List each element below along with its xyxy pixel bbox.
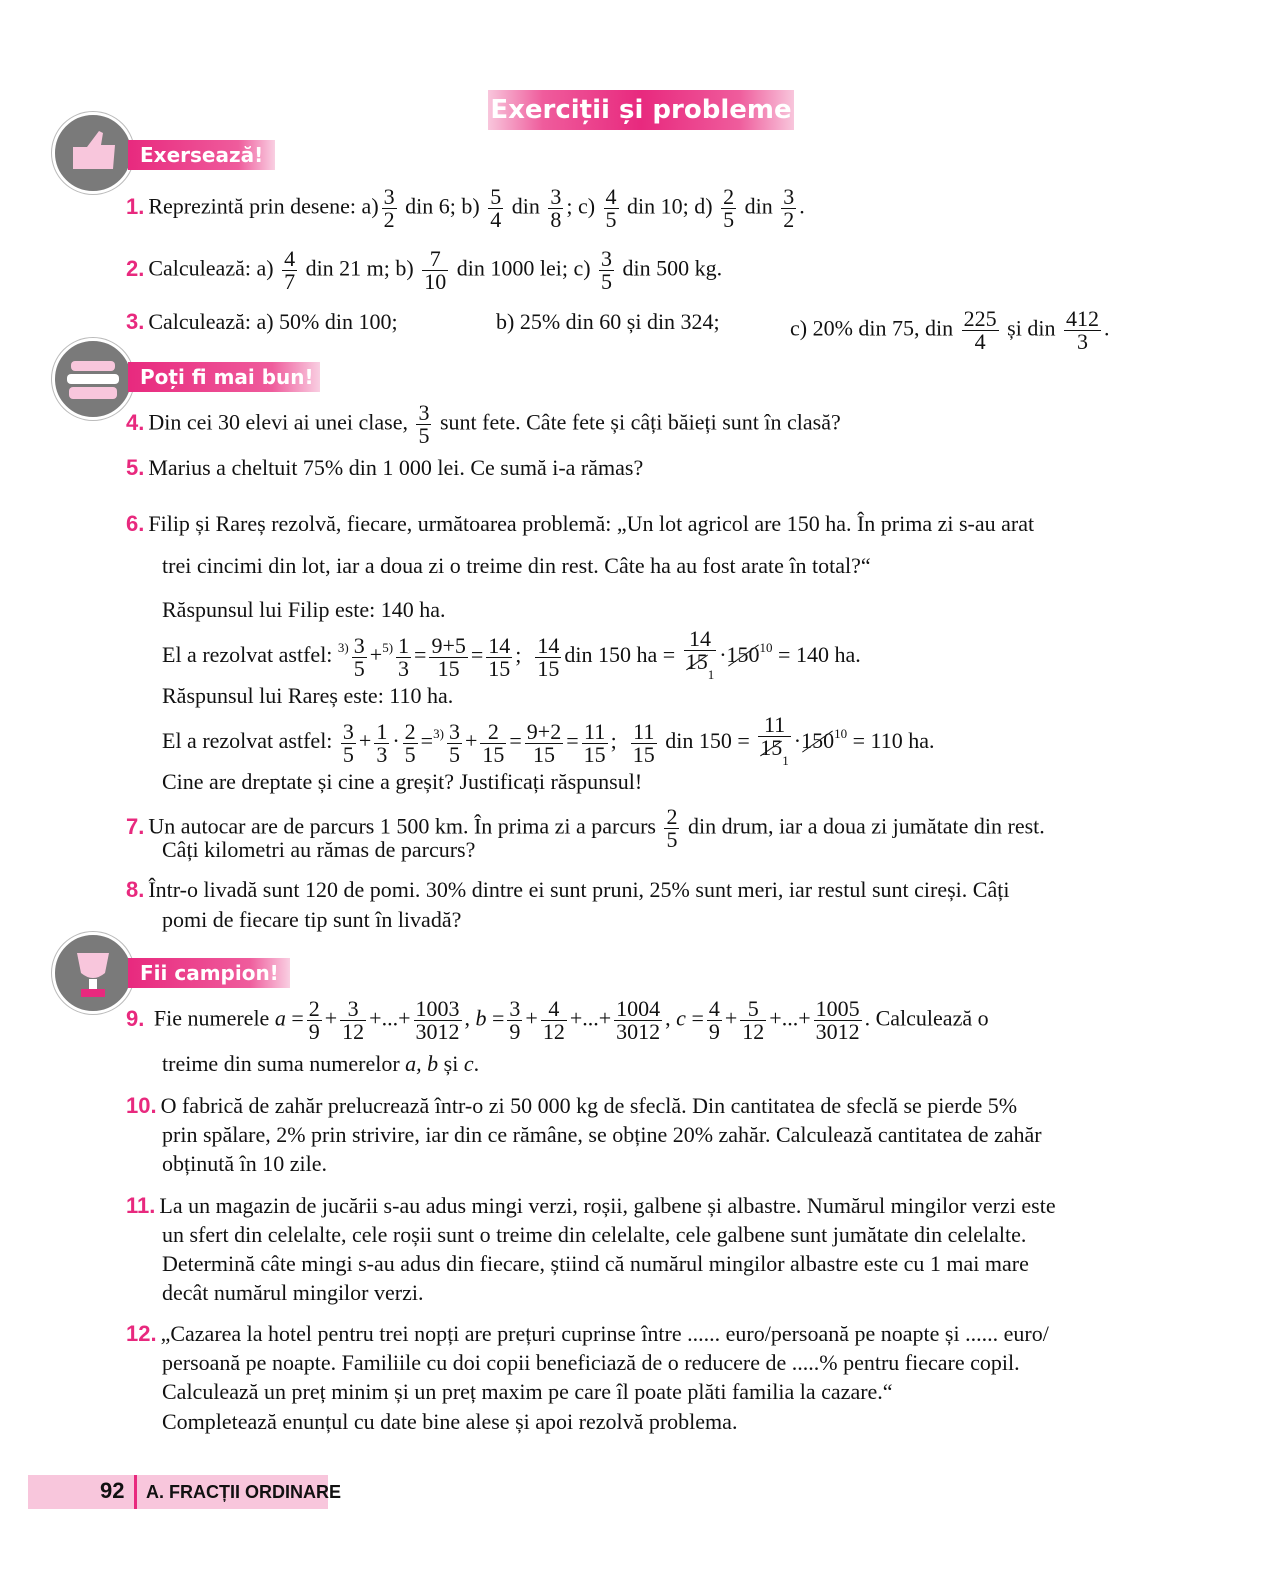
rares-solution: El a rezolvat astfel: $\frac{3}{5}$ + $\frac{1}{3}$ · $\frac{2}{5}$ =$^{3)}$ $\frac{3}{5}$ + $\frac{2}{15}$ = $\frac{9+2}{15}$ = $\frac{11}{15}$ ; $\frac{11}{15}$ din 150 = $\frac{11}{15_1}$ $\cdot 150^{10} = 110$ ha. — [162, 712, 935, 768]
footer-divider — [134, 1475, 137, 1509]
exercise-8-line2: pomi de fiecare tip sunt în livadă? — [162, 907, 462, 932]
exercise-3: 3. Calculează: a) 50% din 100; — [126, 309, 398, 334]
chapter-title: A. FRACȚII ORDINARE — [146, 1482, 341, 1502]
exercise-5: 5. Marius a cheltuit 75% din 1 000 lei. Ce sumă i-a rămas? — [126, 455, 644, 480]
section-poti-fi-mai-bun: Poți fi mai bun! — [128, 362, 320, 392]
exercise-10-line2: prin spălare, 2% prin strivire, iar din ce rămâne, se obține 20% zahăr. Calculează cantitatea de zahăr — [162, 1122, 1042, 1147]
exercise-6: 6. Filip și Rareș rezolvă, fiecare, următoarea problemă: „Un lot agricol are 150 ha. În prima zi s-au arat — [126, 511, 1035, 536]
exercise-1: 1. Reprezintă prin desene: a) $\frac{3}{2}$ din 6; b) $\frac{5}{4}$ din $\frac{3}{8}$ ; c) $\frac{4}{5}$ din 10; d) $\frac{2}{5}$ din $\frac{3}{2}$ . — [126, 184, 805, 232]
exercise-12-line4: Completează enunțul cu date bine alese și apoi rezolvă problema. — [162, 1409, 738, 1434]
exercise-2: 2. Calculează: a) $\frac{4}{7}$ din 21 m; b) $\frac{7}{10}$ din 1000 lei; c) $\frac{3}{5}$ din 500 kg. — [126, 246, 723, 294]
exercise-number: 1. — [126, 193, 145, 219]
exercise-10-line3: obținută în 10 zile. — [162, 1151, 327, 1176]
exercise-9-line2: treime din suma numerelor a, b și c. — [162, 1051, 480, 1076]
exercise-12-line2: persoană pe noapte. Familiile cu doi copii beneficiază de o reducere de .....% pentru fiecare copil. — [162, 1350, 1020, 1375]
section-fii-campion: Fii campion! — [128, 958, 290, 988]
exercise-11-line4: decât numărul mingilor verzi. — [162, 1280, 424, 1305]
page-number: 92 — [100, 1478, 125, 1503]
exercise-6-line2: trei cincimi din lot, iar a doua zi o treime din rest. Câte ha au fost arate în total?“ — [162, 553, 871, 578]
exercise-12: 12. „Cazarea la hotel pentru trei nopți are prețuri cuprinse între ...... euro/persoană pe noapte și ...... euro/ — [126, 1321, 1049, 1346]
exercise-12-line3: Calculează un preț minim și un preț maxim pe care îl poate plăti familia la cazare.“ — [162, 1379, 893, 1404]
exercise-9: 9. Fie numerele a = $\frac{2}{9}$ + $\frac{3}{12}$ +...+ $\frac{1003}{3012}$ , b = $\frac{3}{9}$ + $\frac{4}{12}$ +...+ $\frac{1004}{3012}$ , c = $\frac{4}{9}$ + $\frac{5}{12}$ +...+ $\frac{1005}{3012}$ . Calculează o — [126, 996, 989, 1044]
exercise-3b: b) 25% din 60 și din 324; — [496, 309, 720, 334]
exercise-11: 11. La un magazin de jucării s-au adus mingi verzi, roșii, galbene și albastre. Numărul mingilor verzi este — [126, 1193, 1056, 1218]
thumbs-up-icon — [52, 112, 134, 194]
books-stack-icon — [52, 338, 134, 420]
filip-answer: Răspunsul lui Filip este: 140 ha. — [162, 597, 446, 622]
exercise-11-line2: un sfert din celelalte, cele roșii sunt o treime din celelalte, cele galbene sunt jumătate din celelalte. — [162, 1222, 1027, 1247]
exercise-11-line3: Determină câte mingi s-au adus din fiecare, știind că numărul mingilor albastre este cu 1 mai mare — [162, 1251, 1029, 1276]
exercise-10: 10. O fabrică de zahăr prelucrează într-o zi 50 000 kg de sfeclă. Din cantitatea de sfeclă se pierde 5% — [126, 1093, 1018, 1118]
filip-solution: El a rezolvat astfel: $^{3)}$ $\frac{3}{5}$ +$^{5)}$ $\frac{1}{3}$ = $\frac{9+5}{15}$ = $\frac{14}{15}$ ; $\frac{14}{15}$ din 150 ha = $\frac{14}{15_1}$ $\cdot 150^{10} = 140$ ha. — [162, 626, 861, 682]
exercise-7-line2: Câți kilometri au rămas de parcurs? — [162, 837, 476, 862]
trophy-icon — [52, 932, 134, 1014]
rares-answer: Răspunsul lui Rareș este: 110 ha. — [162, 683, 454, 708]
exercise-4: 4. Din cei 30 elevi ai unei clase, $\frac{3}{5}$ sunt fete. Câte fete și câți băieți sunt în clasă? — [126, 400, 841, 448]
exercise-6-question: Cine are dreptate și cine a greșit? Justificați răspunsul! — [162, 769, 643, 794]
page-title: Exerciții și probleme — [488, 90, 794, 130]
exercise-8: 8. Într-o livadă sunt 120 de pomi. 30% dintre ei sunt pruni, 25% sunt meri, iar restul sunt cireși. Câți — [126, 877, 1010, 902]
section-exerseaza: Exersează! — [128, 140, 275, 170]
exercise-3c: c) 20% din 75, din $\frac{225}{4}$ și din $\frac{412}{3}$ . — [790, 306, 1110, 354]
exercise-7: 7. Un autocar are de parcurs 1 500 km. În prima zi a parcurs $\frac{2}{5}$ din drum, iar a doua zi jumătate din rest. — [126, 804, 1045, 852]
